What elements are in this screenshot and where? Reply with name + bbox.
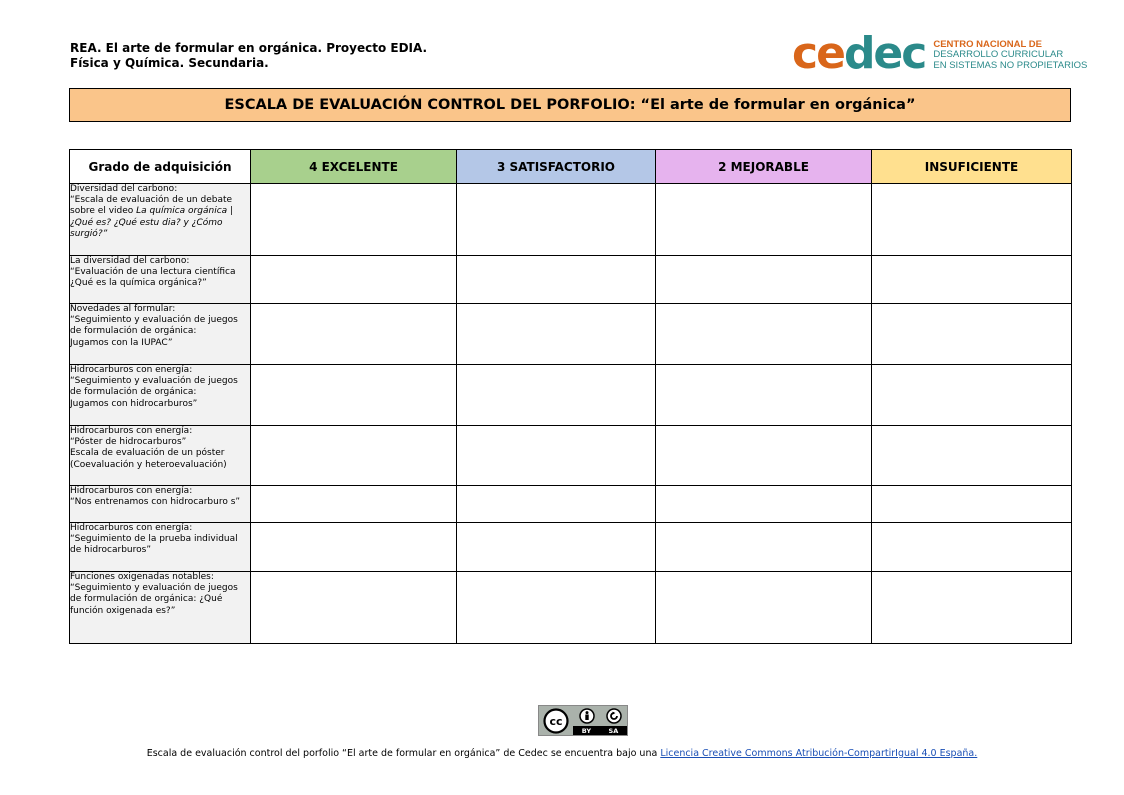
header-mejorable: 2 MEJORABLE bbox=[656, 150, 872, 184]
rating-cell[interactable] bbox=[457, 523, 656, 572]
header-insuficiente: INSUFICIENTE bbox=[872, 150, 1072, 184]
criterion-line: función oxigenada es?” bbox=[70, 605, 176, 616]
rating-cell[interactable] bbox=[656, 256, 872, 304]
criterion-line: Escala de evaluación de un póster bbox=[70, 448, 225, 459]
criterion-cell bbox=[70, 523, 251, 572]
license-footer bbox=[0, 748, 1124, 759]
footer-text: Escala de evaluación control del porfolio “El arte de formular en orgánica” de Cedec se encuentra bajo una bbox=[146, 748, 661, 759]
criterion-line: Jugamos con la IUPAC” bbox=[70, 337, 173, 348]
logo-tagline-3: EN SISTEMAS NO PROPIETARIOS bbox=[933, 59, 1088, 71]
rating-cell[interactable] bbox=[251, 184, 457, 256]
criterion-cell bbox=[70, 426, 251, 486]
rating-cell[interactable] bbox=[251, 426, 457, 486]
criterion-line: “Seguimiento y evaluación de juegos bbox=[70, 315, 238, 326]
rating-cell[interactable] bbox=[656, 184, 872, 256]
cedec-logo bbox=[792, 28, 1088, 79]
rating-cell[interactable] bbox=[457, 572, 656, 644]
logo-wordmark bbox=[792, 28, 926, 79]
criterion-line: Diversidad del carbono: bbox=[70, 184, 178, 194]
logo-tagline bbox=[933, 40, 1087, 75]
criterion-line: Hidrocarburos con energía: bbox=[70, 365, 193, 375]
rating-cell[interactable] bbox=[457, 304, 656, 365]
table-row bbox=[70, 426, 1072, 486]
rating-cell[interactable] bbox=[457, 426, 656, 486]
criterion-line: sobre el video bbox=[70, 206, 137, 217]
cc-circle-icon bbox=[543, 708, 569, 734]
criterion-line: ¿Qué es la química orgánica?” bbox=[70, 278, 207, 289]
rating-cell[interactable] bbox=[251, 365, 457, 426]
rating-cell[interactable] bbox=[656, 523, 872, 572]
rubric-table bbox=[69, 149, 1072, 644]
table-row bbox=[70, 572, 1072, 644]
criterion-line: de hidrocarburos” bbox=[70, 545, 151, 556]
table-row bbox=[70, 304, 1072, 365]
rating-cell[interactable] bbox=[251, 486, 457, 523]
rating-cell[interactable] bbox=[872, 572, 1072, 644]
rating-cell[interactable] bbox=[457, 184, 656, 256]
sa-label: SA bbox=[608, 726, 619, 735]
rating-cell[interactable] bbox=[872, 256, 1072, 304]
header-line-1: REA. El arte de formular en orgánica. Proyecto EDIA. bbox=[70, 41, 428, 55]
rating-cell[interactable] bbox=[656, 426, 872, 486]
rating-cell[interactable] bbox=[457, 256, 656, 304]
criterion-line: (Coevaluación y heteroevaluación) bbox=[70, 459, 227, 470]
criterion-cell bbox=[70, 572, 251, 644]
rating-cell[interactable] bbox=[251, 523, 457, 572]
criterion-line: Hidrocarburos con energía: bbox=[70, 426, 193, 436]
header-excelente: 4 EXCELENTE bbox=[251, 150, 457, 184]
criterion-line: Jugamos con hidrocarburos” bbox=[70, 398, 198, 409]
rating-cell[interactable] bbox=[872, 523, 1072, 572]
criterion-line: “Póster de hidrocarburos” bbox=[70, 437, 187, 448]
rating-cell[interactable] bbox=[656, 486, 872, 523]
criterion-line: “Nos entrenamos con hidrocarburo s” bbox=[70, 497, 241, 508]
logo-word-part2: dec bbox=[843, 28, 926, 79]
cc-license-badge[interactable] bbox=[538, 705, 628, 736]
license-link[interactable]: Licencia Creative Commons Atribución-CompartirIgual 4.0 España. bbox=[660, 748, 978, 759]
cc-icon bbox=[539, 706, 573, 735]
header-satisfactorio: 3 SATISFACTORIO bbox=[457, 150, 656, 184]
criterion-line: Novedades al formular: bbox=[70, 304, 176, 314]
table-row bbox=[70, 486, 1072, 523]
criterion-line: de formulación de orgánica: bbox=[70, 387, 197, 398]
criterion-italic: ¿Qué es? ¿Qué estu dia? y ¿Cómo bbox=[70, 217, 223, 228]
by-label: BY bbox=[581, 726, 592, 735]
rating-cell[interactable] bbox=[872, 304, 1072, 365]
criterion-italic: surgió?” bbox=[70, 228, 108, 239]
criterion-line: de formulación de orgánica: ¿Qué bbox=[70, 594, 223, 605]
criterion-line: “Seguimiento y evaluación de juegos bbox=[70, 583, 238, 594]
header-row bbox=[70, 150, 1072, 184]
criterion-cell bbox=[70, 184, 251, 256]
sa-share-alike-icon bbox=[606, 708, 622, 724]
rating-cell[interactable] bbox=[656, 572, 872, 644]
rating-cell[interactable] bbox=[872, 365, 1072, 426]
rating-cell[interactable] bbox=[656, 365, 872, 426]
document-header bbox=[70, 41, 427, 71]
criterion-cell bbox=[70, 304, 251, 365]
table-row bbox=[70, 365, 1072, 426]
logo-word-part1: ce bbox=[792, 28, 844, 79]
table-row bbox=[70, 256, 1072, 304]
rating-cell[interactable] bbox=[457, 365, 656, 426]
criterion-line: Hidrocarburos con energía: bbox=[70, 486, 193, 496]
criterion-italic: La química orgánica | bbox=[136, 206, 234, 217]
criterion-line: de formulación de orgánica: bbox=[70, 326, 197, 337]
criterion-cell bbox=[70, 256, 251, 304]
cc-conditions bbox=[573, 706, 627, 735]
rating-cell[interactable] bbox=[251, 572, 457, 644]
table-row bbox=[70, 184, 1072, 256]
rating-cell[interactable] bbox=[251, 304, 457, 365]
header-line-2: Física y Química. Secundaria. bbox=[70, 56, 269, 70]
page-title: ESCALA DE EVALUACIÓN CONTROL DEL PORFOLIO: “El arte de formular en orgánica” bbox=[69, 88, 1071, 122]
criterion-line: La diversidad del carbono: bbox=[70, 256, 190, 266]
rating-cell[interactable] bbox=[872, 184, 1072, 256]
criterion-line: “Seguimiento y evaluación de juegos bbox=[70, 376, 238, 387]
rating-cell[interactable] bbox=[872, 426, 1072, 486]
criterion-cell bbox=[70, 486, 251, 523]
logo-tagline-1: CENTRO NACIONAL DE bbox=[933, 38, 1042, 50]
by-attribution-icon bbox=[579, 708, 595, 724]
rating-cell[interactable] bbox=[656, 304, 872, 365]
criterion-line: “Evaluación de una lectura científica bbox=[70, 267, 236, 278]
cc-text: cc bbox=[549, 714, 563, 728]
criterion-line: Funciones oxigenadas notables: bbox=[70, 572, 214, 582]
criterion-line: “Escala de evaluación de un debate bbox=[70, 195, 233, 206]
criterion-cell bbox=[70, 365, 251, 426]
criterion-line: “Seguimiento de la prueba individual bbox=[70, 534, 238, 545]
criterion-line: Hidrocarburos con energía: bbox=[70, 523, 193, 533]
rating-cell[interactable] bbox=[872, 486, 1072, 523]
logo-tagline-2: DESARROLLO CURRICULAR bbox=[933, 49, 1064, 60]
rating-cell[interactable] bbox=[457, 486, 656, 523]
rating-cell[interactable] bbox=[251, 256, 457, 304]
header-grado: Grado de adquisición bbox=[70, 150, 251, 184]
table-row bbox=[70, 523, 1072, 572]
